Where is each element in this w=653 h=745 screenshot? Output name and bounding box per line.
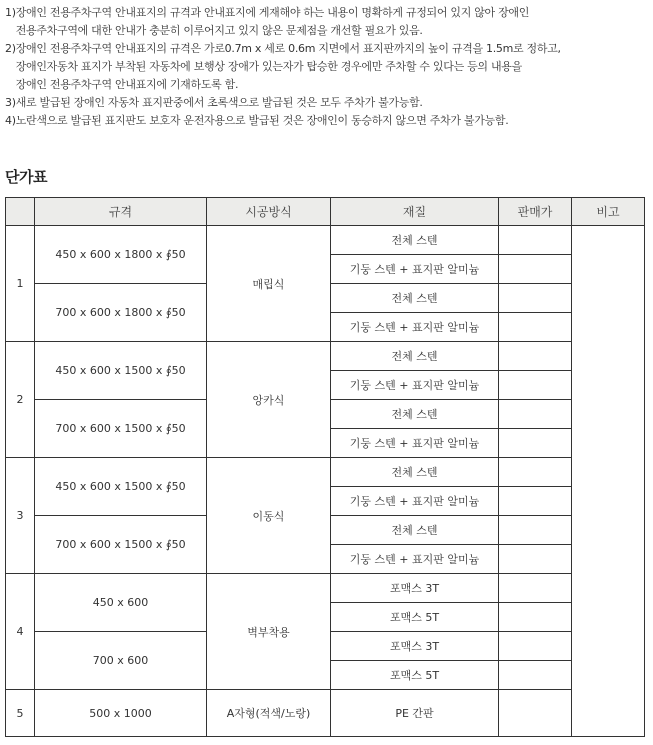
price-cell [499,487,572,516]
header-material: 재질 [331,198,499,226]
material-cell: 포맥스 5T [331,661,499,690]
note-text: 노란색으로 발급된 표지판도 보호자 운전자용으로 발급된 것은 장애인이 동승하지 않으면 주차가 불가능함. [15,114,509,127]
price-cell [499,226,572,255]
header-price: 판매가 [499,198,572,226]
spec-cell: 700 x 600 x 1500 x ∮50 [35,516,207,574]
table-header-row [6,198,645,226]
note-text: 장애인 전용주차구역 안내표지의 규격은 가로0.7m x 세로 0.6m 지면에서 표지판까지의 높이 규격을 1.5m로 정하고, 장애인자동차 표지가 부착된 자동차에 보행상 장애가 있는자가 탑승한 경우에만 주차할 수 있다는 등의 내용을 장애인 전용주차구역 안내표지에 기재하도록 함. [15,42,561,91]
spec-cell: 700 x 600 x 1500 x ∮50 [35,400,207,458]
spec-cell: 700 x 600 [35,632,207,690]
material-cell: 포맥스 3T [331,632,499,661]
header-method: 시공방식 [207,198,331,226]
price-cell [499,342,572,371]
spec-cell: 450 x 600 x 1800 x ∮50 [35,226,207,284]
price-table-title: 단가표 [5,168,47,186]
note-item [5,40,650,94]
material-cell: 포맥스 5T [331,603,499,632]
header-note: 비고 [572,198,645,226]
row-number: 1 [6,226,35,342]
price-cell [499,429,572,458]
note-number: 4) [5,114,16,127]
note-text: 장애인 전용주차구역 안내표지의 규격과 안내표지에 게재해야 하는 내용이 명확하게 규정되어 있지 않아 장애인 전용주차구역에 대한 안내가 충분히 이루어지고 있지 않은 문제점을 개선할 필요가 있음. [15,6,530,37]
price-cell [499,574,572,603]
row-number: 5 [6,690,35,737]
note-number: 1) [5,6,16,19]
spec-cell: 450 x 600 x 1500 x ∮50 [35,342,207,400]
spec-cell: 450 x 600 x 1500 x ∮50 [35,458,207,516]
note-item [5,4,650,40]
price-cell [499,371,572,400]
spec-cell: 450 x 600 [35,574,207,632]
price-cell [499,632,572,661]
material-cell: 전체 스텐 [331,226,499,255]
table-row [6,226,645,255]
note-number: 2) [5,42,16,55]
note-text: 새로 발급된 장애인 자동차 표지판중에서 초록색으로 발급된 것은 모두 주차가 불가능함. [15,96,423,109]
material-cell: 전체 스텐 [331,284,499,313]
material-cell: 기둥 스텐 + 표지판 알미늄 [331,545,499,574]
material-cell: 전체 스텐 [331,400,499,429]
note-item [5,112,650,130]
table-row [6,458,645,487]
note-number: 3) [5,96,16,109]
material-cell: 기둥 스텐 + 표지판 알미늄 [331,487,499,516]
spec-cell: 500 x 1000 [35,690,207,737]
price-cell [499,255,572,284]
price-cell [499,458,572,487]
price-cell [499,661,572,690]
price-cell [499,313,572,342]
note-item [5,94,650,112]
material-cell: 전체 스텐 [331,516,499,545]
method-cell: 앙카식 [207,342,331,458]
table-row [6,342,645,371]
material-cell: 기둥 스텐 + 표지판 알미늄 [331,313,499,342]
notes-list [5,4,650,130]
price-cell [499,545,572,574]
row-number: 2 [6,342,35,458]
method-cell: A자형(적색/노랑) [207,690,331,737]
material-cell: 기둥 스텐 + 표지판 알미늄 [331,255,499,284]
price-cell [499,284,572,313]
price-cell [499,603,572,632]
price-table [5,197,645,737]
material-cell: PE 간판 [331,690,499,737]
material-cell: 기둥 스텐 + 표지판 알미늄 [331,371,499,400]
material-cell: 전체 스텐 [331,458,499,487]
header-spec: 규격 [35,198,207,226]
material-cell: 전체 스텐 [331,342,499,371]
table-row [6,574,645,603]
method-cell: 벽부착용 [207,574,331,690]
remarks-cell [572,226,645,737]
table-row [6,690,645,737]
price-cell [499,690,572,737]
material-cell: 기둥 스텐 + 표지판 알미늄 [331,429,499,458]
material-cell: 포맥스 3T [331,574,499,603]
row-number: 3 [6,458,35,574]
price-cell [499,400,572,429]
method-cell: 매립식 [207,226,331,342]
header-no [6,198,35,226]
row-number: 4 [6,574,35,690]
method-cell: 이동식 [207,458,331,574]
spec-cell: 700 x 600 x 1800 x ∮50 [35,284,207,342]
price-cell [499,516,572,545]
